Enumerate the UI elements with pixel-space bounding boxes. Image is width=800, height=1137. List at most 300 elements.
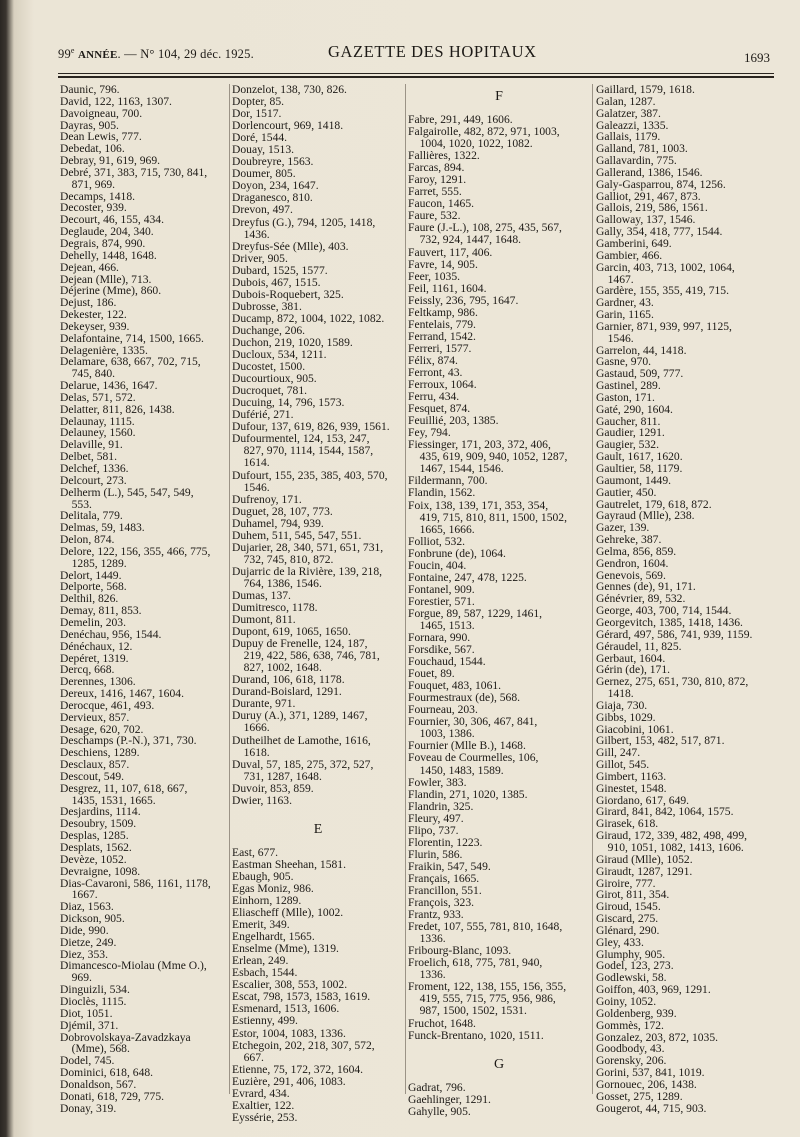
- index-entry: Estor, 1004, 1083, 1336.: [232, 1026, 346, 1040]
- index-entry: Gerbaut, 1604.: [596, 651, 666, 665]
- index-entry: Gendron, 1604.: [596, 556, 669, 570]
- index-entry: Desclaux, 857.: [60, 758, 130, 772]
- index-entry: Dopter, 85.: [232, 95, 285, 109]
- index-entry: 419, 715, 810, 811, 1500, 1502,: [408, 510, 567, 524]
- index-entry: Douay, 1513.: [232, 143, 295, 157]
- index-entry: Ebaugh, 905.: [232, 869, 294, 883]
- index-entry: Gastaud, 509, 777.: [596, 367, 684, 381]
- index-column-1: [60, 84, 230, 1114]
- index-entry: Desage, 620, 702.: [60, 722, 144, 736]
- index-entry: Gornouec, 206, 1438.: [596, 1077, 697, 1091]
- index-entry: Delarue, 1436, 1647.: [60, 379, 158, 393]
- index-entry: Doyon, 234, 1647.: [232, 179, 319, 193]
- index-entry: Giacobini, 1061.: [596, 722, 674, 736]
- index-entry: 764, 1386, 1546.: [232, 576, 322, 590]
- index-entry: Ducloux, 534, 1211.: [232, 348, 327, 362]
- index-entry: 1614.: [232, 456, 270, 470]
- index-entry: Draganesco, 810.: [232, 191, 313, 205]
- index-entry: Gamberini, 649.: [596, 236, 672, 250]
- issue-date: . — N° 104, 29 déc. 1925.: [117, 47, 254, 62]
- index-entry: Dinguizli, 534.: [60, 983, 130, 997]
- index-entry: Gaté, 290, 1604.: [596, 402, 673, 416]
- page-header: [58, 38, 770, 72]
- index-entry: Gehreke, 387.: [596, 533, 662, 547]
- index-entry: Dayras, 905.: [60, 118, 119, 132]
- index-entry: Delatter, 811, 826, 1438.: [60, 402, 175, 416]
- index-entry: Gasne, 970.: [596, 355, 652, 369]
- index-entry: Gallerand, 1386, 1546.: [596, 165, 703, 179]
- index-entry: Gaucher, 811.: [596, 414, 661, 428]
- index-entry: Dumas, 137.: [232, 588, 291, 602]
- index-entry: Forsdike, 567.: [408, 643, 475, 657]
- index-entry: Egas Moniz, 986.: [232, 881, 314, 895]
- index-entry: Desplas, 1285.: [60, 829, 129, 843]
- index-entry: Dumont, 811.: [232, 613, 296, 627]
- index-entry: Decamps, 1418.: [60, 189, 136, 203]
- index-entry: Fornara, 990.: [408, 631, 471, 645]
- index-entry: Gazer, 139.: [596, 521, 650, 535]
- index-entry: Feil, 1161, 1604.: [408, 281, 487, 295]
- index-entry: 731, 1287, 1648.: [232, 769, 322, 783]
- index-entry: Fraikin, 547, 549.: [408, 859, 491, 873]
- index-entry: 1435, 1531, 1665.: [60, 793, 156, 807]
- index-entry: Giroire, 777.: [596, 876, 656, 890]
- index-entry: Gorensky, 206.: [596, 1054, 667, 1068]
- index-entry: Gautrelet, 179, 618, 872.: [596, 497, 712, 511]
- index-entry: Fildermann, 700.: [408, 474, 488, 488]
- index-entry: Duhamel, 794, 939.: [232, 516, 324, 530]
- index-entry: Diot, 1051.: [60, 1006, 113, 1020]
- issue-info: [58, 46, 254, 62]
- index-entry: Gaugier, 532.: [596, 438, 659, 452]
- index-entry: Gley, 433.: [596, 935, 644, 949]
- index-entry: Dutheilhet de Lamothe, 1616,: [232, 733, 371, 747]
- index-entry: 1336.: [408, 968, 446, 982]
- index-entry: Galeazzi, 1335.: [596, 118, 669, 132]
- index-entry: Garnier, 871, 939, 997, 1125,: [596, 319, 732, 333]
- index-entry: Deschiens, 1289.: [60, 746, 140, 760]
- index-entry: Ginestet, 1548.: [596, 781, 667, 795]
- index-entry: 1618.: [232, 745, 270, 759]
- index-entry: Debré, 371, 383, 715, 730, 841,: [60, 165, 208, 179]
- index-entry: Daunic, 796.: [60, 83, 120, 96]
- index-entry: Ferrand, 1542.: [408, 329, 476, 343]
- index-entry: Eliascheff (Mlle), 1002.: [232, 906, 344, 920]
- index-entry: Gill, 247.: [596, 746, 641, 760]
- index-entry: 1003, 1386.: [408, 727, 475, 741]
- index-entry: Dodel, 745.: [60, 1054, 115, 1068]
- index-entry: Desoubry, 1509.: [60, 817, 137, 831]
- index-entry: Gilbert, 153, 482, 517, 871.: [596, 734, 725, 748]
- index-entry: Gahylle, 905.: [408, 1104, 471, 1118]
- index-entry: Dufourmentel, 124, 153, 247,: [232, 432, 370, 446]
- index-entry: Génévrier, 89, 532.: [596, 592, 686, 606]
- index-entry: Escalier, 308, 553, 1002.: [232, 978, 348, 992]
- index-entry: 969.: [60, 971, 92, 985]
- index-entry: Gillot, 545.: [596, 758, 650, 772]
- index-entry: Faure (J.-L.), 108, 275, 435, 567,: [408, 221, 562, 235]
- index-entry: Faure, 532.: [408, 209, 461, 223]
- index-entry: Desplats, 1562.: [60, 841, 132, 854]
- index-entry: Goiffon, 403, 969, 1291.: [596, 983, 711, 997]
- index-entry: Flandin, 1562.: [408, 486, 476, 500]
- index-entry: Duchange, 206.: [232, 323, 306, 337]
- index-entry: Fournier (Mlle B.), 1468.: [408, 739, 526, 753]
- index-entry: Delort, 1449.: [60, 568, 122, 582]
- index-entry: Gaillard, 1579, 1618.: [596, 83, 695, 96]
- index-entry: Demelin, 203.: [60, 615, 127, 629]
- index-entry: Fourmestraux (de), 568.: [408, 691, 521, 705]
- index-entry: Gautier, 450.: [596, 485, 657, 499]
- index-entry: Gaumont, 1449.: [596, 473, 672, 487]
- index-entry: Funck-Brentano, 1020, 1511.: [408, 1028, 544, 1042]
- index-entry: 667.: [232, 1050, 264, 1064]
- index-entry: Durand-Boislard, 1291.: [232, 685, 342, 699]
- index-entry: Gibbs, 1029.: [596, 710, 656, 724]
- index-entry: Galloway, 137, 1546.: [596, 213, 696, 227]
- index-entry: 1467, 1544, 1546.: [408, 462, 504, 476]
- index-entry: Falgairolle, 482, 872, 971, 1003,: [408, 125, 560, 139]
- index-entry: Dean Lewis, 777.: [60, 130, 142, 144]
- index-column-4: [596, 84, 776, 1114]
- index-entry: 1467.: [596, 272, 634, 286]
- index-entry: Glumphy, 905.: [596, 947, 666, 961]
- index-entry: Galan, 1287.: [596, 94, 656, 108]
- index-entry: Fonbrune (de), 1064.: [408, 546, 506, 560]
- index-entry: Delauney, 1560.: [60, 426, 136, 440]
- index-entry: Dietze, 249.: [60, 935, 117, 949]
- index-entry: Flandrin, 325.: [408, 799, 474, 813]
- index-entry: Gally, 354, 418, 777, 1544.: [596, 225, 723, 239]
- index-entry: Dubois, 467, 1515.: [232, 275, 321, 289]
- index-entry: Fesquet, 874.: [408, 402, 471, 416]
- index-entry: Gérard, 497, 586, 741, 939, 1159.: [596, 627, 753, 641]
- index-entry: Durante, 971.: [232, 697, 296, 711]
- index-entry: Galliot, 291, 467, 873.: [596, 189, 701, 203]
- index-entry: Fiessinger, 171, 203, 372, 406,: [408, 438, 551, 452]
- index-entry: George, 403, 700, 714, 1544.: [596, 604, 732, 618]
- index-entry: Duchon, 219, 1020, 1589.: [232, 335, 353, 349]
- index-entry: Dufour, 137, 619, 826, 939, 1561.: [232, 420, 390, 434]
- index-entry: Eyssérie, 253.: [232, 1110, 298, 1124]
- index-entry: Goiny, 1052.: [596, 994, 657, 1008]
- section-letter: E: [313, 821, 323, 837]
- index-entry: Dioclès, 1115.: [60, 994, 127, 1008]
- index-entry: Feuillié, 203, 1385.: [408, 414, 499, 428]
- index-entry: Doumer, 805.: [232, 167, 296, 181]
- index-entry: 1436.: [232, 227, 270, 241]
- index-entry: Dereux, 1416, 1467, 1604.: [60, 687, 184, 701]
- index-entry: Folliot, 532.: [408, 534, 466, 548]
- index-entry: Debedat, 106.: [60, 142, 125, 156]
- index-entry: Faucon, 1465.: [408, 197, 475, 211]
- index-entry: Doré, 1544.: [232, 131, 288, 145]
- index-entry: Desjardins, 1114.: [60, 805, 141, 819]
- index-column-3: [408, 84, 590, 1118]
- index-entry: Florentin, 1223.: [408, 835, 483, 849]
- index-entry: Foucin, 404.: [408, 558, 467, 572]
- index-entry: Giscard, 275.: [596, 912, 659, 926]
- index-entry: Einhorn, 1289.: [232, 894, 302, 907]
- index-entry: Deschamps (P.-N.), 371, 730.: [60, 734, 197, 748]
- index-entry: Fourneau, 203.: [408, 703, 478, 717]
- index-entry: Dejean (Mlle), 713.: [60, 272, 152, 286]
- index-entry: Delbet, 581.: [60, 450, 117, 464]
- index-entry: Dominici, 618, 648.: [60, 1066, 154, 1080]
- index-entry: Dide, 990.: [60, 923, 109, 937]
- index-entry: Emerit, 349.: [232, 918, 290, 932]
- index-entry: Giordano, 617, 649.: [596, 793, 690, 807]
- index-entry: Gastinel, 289.: [596, 379, 661, 393]
- index-entry: Fruchot, 1648.: [408, 1016, 476, 1030]
- index-entry: Dejean, 466.: [60, 260, 119, 274]
- index-entry: Gardère, 155, 355, 419, 715.: [596, 284, 729, 298]
- index-entry: Erlean, 249.: [232, 954, 289, 968]
- index-entry: Dickson, 905.: [60, 912, 125, 926]
- index-entry: Fouquet, 483, 1061.: [408, 679, 502, 693]
- index-entry: Durand, 106, 618, 1178.: [232, 673, 345, 687]
- index-entry: 910, 1051, 1082, 1413, 1606.: [596, 841, 744, 854]
- index-entry: Fauvert, 117, 406.: [408, 245, 493, 259]
- index-entry: Gaudier, 1291.: [596, 426, 665, 440]
- index-entry: Fontanel, 909.: [408, 582, 475, 596]
- index-entry: Derocque, 461, 493.: [60, 698, 155, 712]
- index-entry: Dujarier, 28, 340, 571, 651, 731,: [232, 540, 384, 554]
- index-entry: Donzelot, 138, 730, 826.: [232, 83, 347, 96]
- index-entry: Froment, 122, 138, 155, 156, 355,: [408, 980, 567, 994]
- index-entry: Donaldson, 567.: [60, 1077, 137, 1091]
- index-entry: Fouet, 89.: [408, 667, 455, 681]
- index-entry: Driver, 905.: [232, 251, 288, 265]
- index-entry: Delore, 122, 156, 355, 466, 775,: [60, 544, 211, 558]
- index-entry: Galatzer, 387.: [596, 106, 661, 120]
- index-entry: (Mme), 568.: [60, 1042, 130, 1056]
- index-entry: David, 122, 1163, 1307.: [60, 94, 172, 108]
- section-letter: G: [493, 1056, 505, 1072]
- index-entry: Dor, 1517.: [232, 107, 282, 121]
- index-entry: Giaja, 730.: [596, 698, 648, 712]
- index-entry: 1285, 1289.: [60, 556, 127, 570]
- index-entry: Giroud, 1545.: [596, 900, 661, 914]
- index-entry: Dénéchaux, 12.: [60, 639, 133, 653]
- index-entry: Georgevitch, 1385, 1418, 1436.: [596, 615, 743, 629]
- index-entry: Dekester, 122.: [60, 308, 127, 322]
- index-entry: Delmas, 59, 1483.: [60, 521, 145, 535]
- index-entry: Evrard, 434.: [232, 1086, 290, 1100]
- index-entry: Giraud, 172, 339, 482, 498, 499,: [596, 829, 748, 843]
- index-entry: Delitala, 779.: [60, 509, 123, 523]
- index-entry: Djémil, 371.: [60, 1018, 119, 1032]
- index-entry: Gommès, 172.: [596, 1018, 664, 1032]
- index-entry: Esbach, 1544.: [232, 966, 298, 980]
- index-entry: Faroy, 1291.: [408, 173, 467, 187]
- index-entry: Duvoir, 853, 859.: [232, 781, 314, 795]
- index-entry: Gallais, 1179.: [596, 130, 661, 144]
- index-entry: 1465, 1513.: [408, 618, 475, 632]
- index-entry: Garin, 1165.: [596, 308, 654, 322]
- index-entry: Gorini, 537, 841, 1019.: [596, 1066, 705, 1080]
- index-entry: 871, 969.: [60, 177, 116, 191]
- index-entry: Forestier, 571.: [408, 594, 475, 608]
- index-entry: Dias-Cavaroni, 586, 1161, 1178,: [60, 876, 211, 890]
- index-entry: Duférié, 271.: [232, 408, 294, 422]
- page-number: 1693: [744, 50, 770, 65]
- index-entry: Gelma, 856, 859.: [596, 544, 677, 558]
- index-entry: Girard, 841, 842, 1064, 1575.: [596, 805, 734, 819]
- issue-word: ANNÉE: [78, 49, 118, 62]
- index-entry: Ferreri, 1577.: [408, 341, 472, 355]
- index-entry: Delaville, 91.: [60, 438, 123, 452]
- index-entry: Devraigne, 1098.: [60, 864, 141, 878]
- index-entry: Etchegoin, 202, 218, 307, 572,: [232, 1038, 375, 1052]
- index-entry: Descout, 549.: [60, 769, 125, 783]
- index-entry: Favre, 14, 905.: [408, 257, 478, 271]
- index-entry: Girot, 811, 354.: [596, 888, 670, 902]
- index-entry: Dupont, 619, 1065, 1650.: [232, 625, 351, 639]
- index-entry: Decourt, 46, 155, 434.: [60, 213, 165, 227]
- index-entry: 1004, 1020, 1022, 1082.: [408, 137, 533, 151]
- index-entry: Dujarric de la Rivière, 139, 218,: [232, 564, 383, 578]
- index-entry: Dorlencourt, 969, 1418.: [232, 119, 344, 133]
- index-entry: Fontaine, 247, 478, 1225.: [408, 570, 527, 584]
- column-divider: [405, 84, 406, 1094]
- index-entry: Dekeyser, 939.: [60, 319, 130, 333]
- index-entry: Farcas, 894.: [408, 161, 465, 175]
- index-entry: Delporte, 568.: [60, 580, 127, 594]
- header-rule-thick: [58, 76, 774, 78]
- index-entry: 1418.: [596, 687, 634, 701]
- index-entry: Foveau de Courmelles, 106,: [408, 751, 539, 765]
- index-entry: 745, 840.: [60, 367, 116, 381]
- index-entry: Félix, 874.: [408, 353, 458, 367]
- index-entry: Godel, 123, 273.: [596, 959, 674, 973]
- index-entry: Fleury, 497.: [408, 811, 464, 825]
- index-entry: Exaltier, 122.: [232, 1098, 295, 1112]
- index-entry: Feer, 1035.: [408, 269, 461, 283]
- journal-title: GAZETTE DES HOPITAUX: [328, 42, 537, 61]
- index-entry: Gallavardin, 775.: [596, 154, 677, 168]
- index-entry: Delchef, 1336.: [60, 462, 129, 475]
- section-letter: F: [495, 89, 503, 104]
- index-entry: Delthil, 826.: [60, 592, 119, 606]
- index-entry: Glénard, 290.: [596, 923, 660, 937]
- index-entry: 1546.: [232, 480, 270, 494]
- index-entry: Goldenberg, 939.: [596, 1006, 677, 1020]
- index-entry: Fournier, 30, 306, 467, 841,: [408, 715, 538, 729]
- index-entry: Ferront, 43.: [408, 365, 463, 379]
- index-entry: Escat, 798, 1573, 1583, 1619.: [232, 990, 371, 1004]
- index-entry: Flurin, 586.: [408, 847, 463, 861]
- index-entry: Eastman Sheehan, 1581.: [232, 857, 346, 871]
- index-entry: 1665, 1666.: [408, 522, 475, 536]
- index-entry: Drevon, 497.: [232, 203, 293, 217]
- index-entry: Degrais, 874, 990.: [60, 236, 146, 250]
- index-entry: Gaston, 171.: [596, 390, 655, 404]
- index-entry: Gosset, 275, 1289.: [596, 1089, 683, 1103]
- index-entry: Dupuy de Frenelle, 124, 187,: [232, 637, 368, 651]
- index-entry: 553.: [60, 497, 92, 511]
- index-entry: Derennes, 1306.: [60, 675, 136, 689]
- index-entry: Delaunay, 1115.: [60, 414, 135, 428]
- index-entry: Giraudt, 1287, 1291.: [596, 864, 693, 878]
- index-entry: Garcin, 403, 713, 1002, 1064,: [596, 260, 735, 274]
- index-entry: Dejust, 186.: [60, 296, 117, 310]
- index-entry: Gaehlinger, 1291.: [408, 1092, 491, 1106]
- index-entry: Fentelais, 779.: [408, 317, 476, 331]
- index-entry: Diaz, 1563.: [60, 900, 114, 914]
- index-entry: Dimancesco-Miolau (Mme O.),: [60, 959, 207, 973]
- index-entry: Davoigneau, 700.: [60, 106, 143, 120]
- issue-ordinal: e: [70, 46, 75, 55]
- index-entry: 1667.: [60, 888, 98, 902]
- index-entry: Dufourt, 155, 235, 385, 403, 570,: [232, 468, 388, 482]
- index-entry: Dufrenoy, 171.: [232, 492, 302, 506]
- index-entry: 1336.: [408, 932, 446, 946]
- index-entry: Delherm (L.), 545, 547, 549,: [60, 485, 194, 499]
- index-entry: 219, 422, 586, 638, 746, 781,: [232, 649, 380, 663]
- index-entry: Galy-Gasparrou, 874, 1256.: [596, 177, 726, 191]
- index-entry: 435, 619, 909, 940, 1052, 1287,: [408, 450, 568, 464]
- index-entry: Girasek, 618.: [596, 817, 659, 831]
- index-entry: Dervieux, 857.: [60, 710, 130, 724]
- index-entry: Genevois, 569.: [596, 568, 666, 582]
- index-entry: Fribourg-Blanc, 1093.: [408, 944, 512, 958]
- index-entry: Farret, 555.: [408, 185, 462, 199]
- index-entry: Delafontaine, 714, 1500, 1665.: [60, 331, 204, 345]
- index-entry: Flipo, 737.: [408, 823, 459, 837]
- index-entry: 987, 1500, 1502, 1531.: [408, 1004, 527, 1018]
- index-entry: Gougerot, 44, 715, 903.: [596, 1101, 707, 1115]
- index-entry: Dumitresco, 1178.: [232, 601, 318, 615]
- index-entry: Delagenière, 1335.: [60, 343, 148, 357]
- index-entry: Delcourt, 273.: [60, 473, 127, 487]
- index-entry: Gérin (de), 171.: [596, 663, 671, 677]
- index-entry: Dubard, 1525, 1577.: [232, 263, 328, 277]
- index-entry: Diez, 353.: [60, 947, 108, 961]
- index-entry: Devèze, 1052.: [60, 852, 127, 866]
- index-entry: Dreyfus-Sée (Mlle), 403.: [232, 239, 349, 253]
- index-entry: Esmenard, 1513, 1606.: [232, 1002, 340, 1016]
- index-entry: Goodbody, 43.: [596, 1042, 665, 1056]
- index-entry: Desgrez, 11, 107, 618, 667,: [60, 781, 188, 795]
- column-divider: [592, 84, 593, 1094]
- issue-year: 99: [58, 47, 71, 62]
- index-entry: Delas, 571, 572.: [60, 390, 136, 404]
- index-entry: Debray, 91, 619, 969.: [60, 154, 161, 168]
- index-entry: 732, 745, 810, 872.: [232, 552, 334, 566]
- index-entry: Géraudel, 11, 825.: [596, 639, 682, 653]
- index-entry: Duguet, 28, 107, 773.: [232, 504, 333, 518]
- index-entry: Fredet, 107, 555, 781, 810, 1648,: [408, 920, 563, 934]
- index-entry: Gallois, 219, 586, 1561.: [596, 201, 708, 215]
- index-entry: 732, 924, 1447, 1648.: [408, 233, 522, 247]
- index-entry: Français, 1665.: [408, 871, 480, 885]
- index-entry: Ducroquet, 781.: [232, 384, 308, 398]
- index-entry: Deglaude, 204, 340.: [60, 225, 154, 239]
- index-entry: Froelich, 618, 775, 781, 940,: [408, 956, 543, 970]
- index-entry: Dercq, 668.: [60, 663, 115, 677]
- index-entry: Enselme (Mme), 1319.: [232, 942, 339, 956]
- index-entry: Gambier, 466.: [596, 248, 663, 262]
- index-entry: Euzière, 291, 406, 1083.: [232, 1074, 346, 1088]
- index-entry: Duruy (A.), 371, 1289, 1467,: [232, 709, 368, 723]
- index-entry: Donati, 618, 729, 775.: [60, 1089, 165, 1103]
- index-entry: East, 677.: [232, 845, 279, 859]
- index-entry: Delamare, 638, 667, 702, 715,: [60, 355, 201, 369]
- index-entry: 1546.: [596, 331, 634, 345]
- index-entry: Frantz, 933.: [408, 908, 464, 922]
- index-entry: Donay, 319.: [60, 1101, 117, 1115]
